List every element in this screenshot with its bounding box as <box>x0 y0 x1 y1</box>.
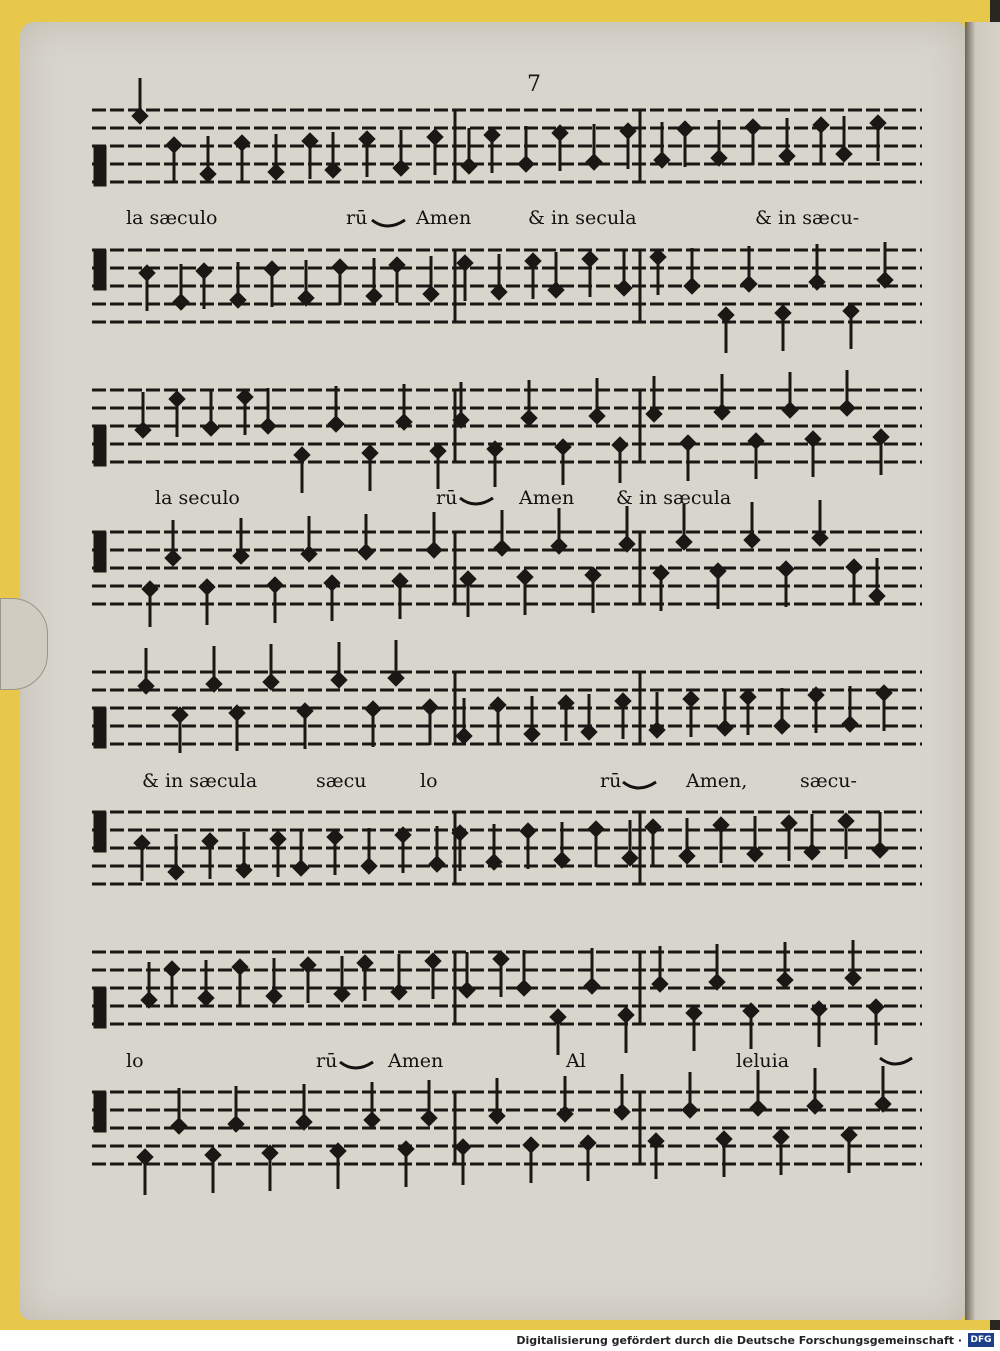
lyric-2-3: Amen <box>519 487 575 509</box>
clef <box>94 532 106 572</box>
lyric-4-2: rū <box>316 1050 338 1072</box>
lyric-1-3: Amen <box>416 207 472 229</box>
lyric-1-1: la sæculo <box>126 207 218 229</box>
lyric-3-4: rū <box>600 770 622 792</box>
clef <box>94 146 106 186</box>
lyric-3-6: sæcu- <box>800 770 857 792</box>
lyric-4-3: Amen <box>388 1050 444 1072</box>
clef <box>94 1092 106 1132</box>
lyric-1-4: & in secula <box>528 207 637 229</box>
lyric-3-2: sæcu <box>316 770 367 792</box>
lyric-1-2: rū <box>346 207 368 229</box>
clef <box>94 426 106 466</box>
lyric-4-1: lo <box>126 1050 144 1072</box>
clef <box>94 812 106 852</box>
lyric-4-4: Al <box>566 1050 586 1072</box>
lyric-2-2: rū <box>436 487 458 509</box>
footer-bar <box>0 1330 1000 1351</box>
lyric-3-1: & in sæcula <box>142 770 258 792</box>
clef <box>94 988 106 1028</box>
lyric-3-5: Amen, <box>686 770 748 792</box>
lyric-2-1: la seculo <box>155 487 240 509</box>
lyric-1-5: & in sæcu- <box>755 207 860 229</box>
dfg-logo: DFG <box>968 1333 994 1347</box>
clef <box>94 708 106 748</box>
footer-credit: Digitalisierung gefördert durch die Deutsche Forschungsgemeinschaft · <box>516 1334 962 1347</box>
lyric-2-4: & in sæcula <box>616 487 732 509</box>
lyric-4-5: leluia <box>736 1050 790 1072</box>
page-number: 7 <box>527 72 541 97</box>
clef <box>94 250 106 290</box>
lyric-3-3: lo <box>420 770 438 792</box>
